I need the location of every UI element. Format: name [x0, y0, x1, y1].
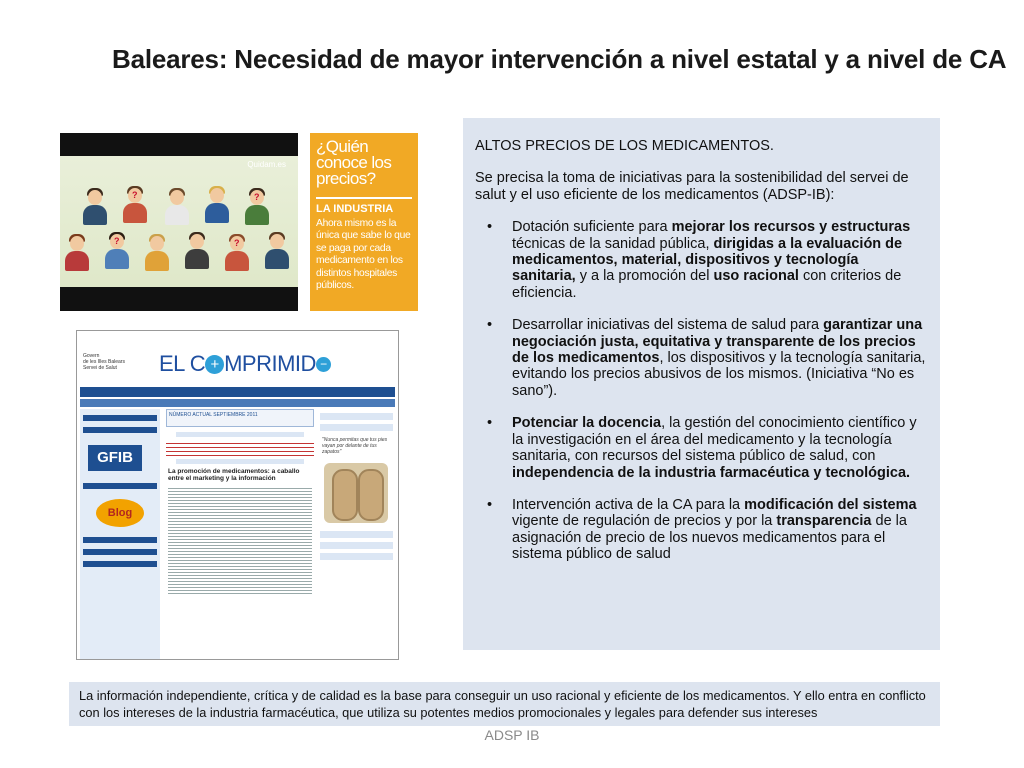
- person-illustration: ?: [224, 234, 250, 274]
- gov-line: Servei de Salut: [83, 365, 117, 371]
- issue-header: NÚMERO ACTUAL SEPTIEMBRE 2011: [166, 409, 314, 427]
- video-logo: Quidam.es: [247, 160, 286, 169]
- item-text: con criterios de eficiencia.: [512, 268, 902, 301]
- item-bold: independencia de la industria farmacéutica y tecnológica.: [512, 464, 911, 481]
- sandals-image: [324, 463, 388, 523]
- person-illustration: [64, 234, 90, 274]
- slide-title: Baleares: Necesidad de mayor intervención a nivel estatal y a nivel de CA: [112, 44, 1007, 74]
- person-illustration: [264, 232, 290, 272]
- bullet-icon: •: [487, 415, 493, 432]
- article-title: La promoción de medicamentos: a caballo entre el marketing y la información: [168, 468, 300, 482]
- gov-line: Govern: [83, 353, 100, 359]
- list-item: [475, 317, 926, 399]
- minus-icon: −: [316, 357, 331, 372]
- item-text: Dotación suficiente para: [512, 219, 672, 236]
- item-text: Desarrollar iniciativas del sistema de salud para: [512, 317, 824, 334]
- plus-icon: +: [205, 355, 224, 374]
- right-block: [320, 424, 393, 431]
- person-illustration: ?: [122, 186, 148, 226]
- left-block: [83, 561, 157, 567]
- item-bold: mejorar los recursos y estructuras: [671, 219, 911, 236]
- left-block: [83, 415, 157, 421]
- red-headline-lines: [166, 440, 314, 456]
- panel-heading: ALTOS PRECIOS DE LOS MEDICAMENTOS.: [475, 138, 774, 154]
- initiatives-list: [475, 219, 926, 562]
- newsletter-right-column: [318, 409, 395, 659]
- item-bold: transparencia: [776, 513, 872, 530]
- industry-info-card: [310, 133, 418, 311]
- card-subtitle: LA INDUSTRIA: [316, 203, 394, 215]
- newsletter-thumbnail[interactable]: [76, 330, 399, 660]
- item-bold: modificación del sistema: [744, 496, 917, 513]
- item-bold: uso racional: [713, 268, 799, 285]
- newsletter-quote: "Nunca permitas que tus pies vayan por delante de tus zapatos": [322, 437, 388, 455]
- video-thumbnail[interactable]: [60, 133, 298, 311]
- person-illustration: [184, 232, 210, 272]
- text-panel: [463, 118, 940, 650]
- government-logo: [83, 353, 125, 371]
- item-text: , la gestión del conocimiento científico y la investigación en el área del medicamento y la tecnología sanitaria, con recursos del sistema público de salud, con: [512, 415, 917, 465]
- right-block: [320, 542, 393, 549]
- section-bar: [176, 432, 304, 437]
- logo-part: MPRIMID: [224, 351, 316, 376]
- gov-line: de les Illes Balears: [83, 359, 125, 365]
- person-illustration: [164, 188, 190, 228]
- left-block: [83, 549, 157, 555]
- item-text: , los dispositivos y la tecnología sanitaria, evitando los precios abusivos de los mismos. (Iniciativa “No es sano”).: [512, 350, 926, 399]
- list-item: [475, 497, 926, 563]
- person-illustration: ?: [104, 232, 130, 272]
- bullet-icon: •: [487, 317, 493, 334]
- list-item: [475, 219, 926, 301]
- left-block: [83, 537, 157, 543]
- newsletter-main-column: [166, 409, 314, 659]
- right-block: [320, 531, 393, 538]
- right-block: [320, 413, 393, 420]
- newsletter-sub-bar: [80, 399, 395, 407]
- newsletter-left-column: [80, 409, 160, 659]
- card-question: ¿Quién conoce los precios?: [316, 137, 392, 188]
- section-bar: [176, 459, 304, 464]
- item-text: técnicas de la sanidad pública,: [512, 235, 714, 252]
- item-text: vigente de regulación de precios y por la: [512, 513, 777, 530]
- item-text: de la asignación de precio de los nuevos medicamentos para el sistema público de salud: [512, 513, 907, 563]
- person-illustration: [82, 188, 108, 228]
- card-divider: [316, 197, 412, 199]
- article-text-lines: [168, 486, 312, 596]
- person-illustration: [144, 234, 170, 274]
- newsletter-header: [77, 331, 398, 383]
- gfib-logo: GFIB: [88, 445, 142, 471]
- newsletter-nav-bar: [80, 387, 395, 397]
- video-frame: [60, 156, 298, 287]
- logo-part: EL C: [159, 351, 206, 376]
- conclusion-box: [69, 682, 940, 726]
- card-description: Ahora mismo es la única que sabe lo que se paga por cada medicamento en los distintos hospitales públicos.: [316, 218, 411, 292]
- person-illustration: [204, 186, 230, 226]
- bullet-icon: •: [487, 496, 493, 513]
- item-text: Intervención activa de la CA para la: [512, 496, 745, 513]
- left-block: [83, 427, 157, 433]
- left-block: [83, 483, 157, 489]
- person-illustration: ?: [244, 188, 270, 228]
- conclusion-text: La información independiente, crítica y de calidad es la base para conseguir un uso racional y eficiente de los medicamentos. Y ello entra en conflicto con los intereses de la industria farmacéutica, que utiliza su potentes medios promocionales y legales para defender sus intereses: [79, 688, 926, 720]
- item-bold: garantizar una negociación justa, equitativa y transparente de los precios de los medicamentos: [512, 317, 923, 367]
- right-block: [320, 553, 393, 560]
- blog-badge: Blog: [96, 499, 144, 527]
- item-bold: dirigidas a la evaluación de medicamentos, material, dispositivos y tecnología sanitaria,: [512, 235, 903, 285]
- list-item: [475, 415, 926, 481]
- panel-intro: Se precisa la toma de iniciativas para la sostenibilidad del servei de salut y el uso eficiente de los medicamentos (ADSP-IB):: [475, 170, 909, 203]
- slide-footer: ADSP IB: [484, 727, 540, 743]
- item-text: y a la promoción del: [575, 268, 714, 285]
- bullet-icon: •: [487, 219, 493, 236]
- item-bold: Potenciar la docencia: [512, 415, 662, 432]
- newsletter-logo: [159, 351, 331, 377]
